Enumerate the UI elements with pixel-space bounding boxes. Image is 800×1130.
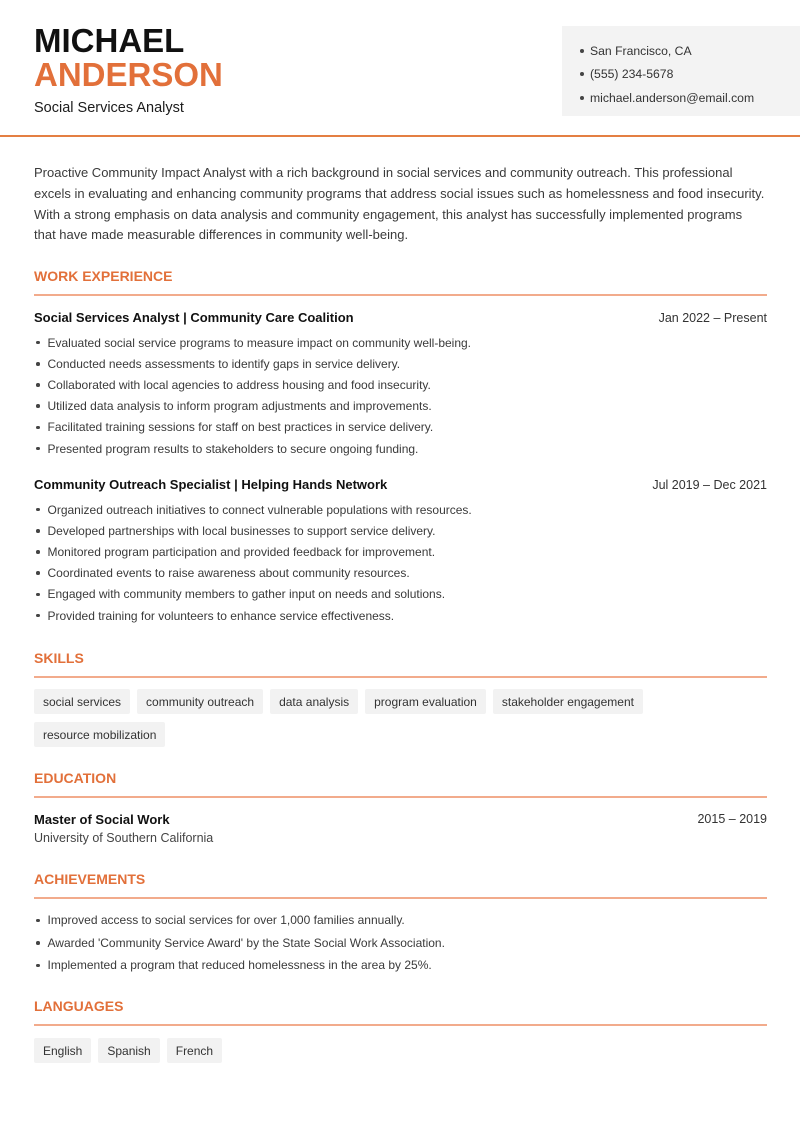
bullet-icon	[580, 96, 584, 100]
list-item	[34, 353, 774, 374]
contact-email[interactable]	[580, 86, 800, 110]
job-dates: Jul 2019 – Dec 2021	[652, 478, 767, 492]
job-entry-header	[34, 477, 767, 492]
bullet-text: Organized outreach initiatives to connect vulnerable populations with resources.	[47, 502, 472, 517]
summary-paragraph: Proactive Community Impact Analyst with a rich background in social services and community outreach. This professional excels in evaluating and enhancing community programs that address social issues such as homelessness and food insecurity. With a strong emphasis on data analysis and community engagement, this analyst has successfully implemented programs that have made measurable differences in community well-being.	[34, 165, 765, 243]
section-title-skills: SKILLS	[34, 650, 767, 678]
bullet-text: Collaborated with local agencies to address housing and food insecurity.	[47, 377, 431, 392]
contact-email-text[interactable]: michael.anderson@email.com	[590, 90, 755, 105]
bullet-icon	[36, 919, 40, 923]
list-item	[34, 605, 774, 626]
bullet-icon	[36, 508, 40, 512]
contact-phone-text: (555) 234-5678	[590, 67, 674, 82]
section-title-education: EDUCATION	[34, 770, 767, 798]
degree: Master of Social Work	[34, 812, 170, 827]
skill-tag: stakeholder engagement	[493, 689, 643, 714]
list-item	[34, 909, 774, 932]
bullet-icon	[36, 571, 40, 575]
bullet-icon	[580, 49, 584, 53]
list-item	[34, 541, 774, 562]
list-item	[34, 396, 774, 417]
contact-phone	[580, 63, 800, 87]
skill-tag: social services	[34, 689, 130, 714]
first-name: MICHAEL	[34, 22, 185, 59]
job-role: Community Outreach Specialist | Helping Hands Network	[34, 477, 388, 492]
job-entry-header	[34, 310, 767, 325]
list-item	[34, 584, 774, 605]
list-item	[34, 932, 774, 955]
bullet-icon	[36, 614, 40, 618]
bullet-icon	[36, 941, 40, 945]
job-dates: Jan 2022 – Present	[658, 311, 767, 325]
school-name: University of Southern California	[34, 831, 214, 845]
bullet-text: Improved access to social services for over 1,000 families annually.	[47, 913, 405, 928]
contact-panel	[562, 26, 800, 116]
resume-header	[0, 0, 800, 137]
language-tag: French	[167, 1038, 222, 1063]
job-role: Social Services Analyst | Community Care Coalition	[34, 310, 354, 325]
list-item	[34, 563, 774, 584]
skill-tag: program evaluation	[365, 689, 486, 714]
bullet-icon	[36, 404, 40, 408]
skill-tag: resource mobilization	[34, 722, 165, 747]
skill-tag: community outreach	[137, 689, 263, 714]
education-years: 2015 – 2019	[697, 812, 767, 826]
language-tag: English	[34, 1038, 91, 1063]
section-title-languages: LANGUAGES	[34, 998, 767, 1026]
list-item	[34, 954, 774, 977]
list-item	[34, 417, 774, 438]
list-item	[34, 438, 774, 459]
bullet-text: Engaged with community members to gather input on needs and solutions.	[47, 587, 446, 602]
bullet-icon	[36, 447, 40, 451]
candidate-name	[34, 24, 223, 92]
bullet-text: Coordinated events to raise awareness about community resources.	[47, 566, 410, 581]
job-bullets	[34, 332, 774, 459]
list-item	[34, 520, 774, 541]
bullet-text: Developed partnerships with local businesses to support service delivery.	[47, 523, 436, 538]
bullet-text: Facilitated training sessions for staff on best practices in service delivery.	[47, 420, 434, 435]
list-item	[34, 374, 774, 395]
job-title: Social Services Analyst	[34, 100, 184, 116]
bullet-text: Awarded 'Community Service Award' by the State Social Work Association.	[47, 935, 445, 950]
bullet-text: Utilized data analysis to inform program adjustments and improvements.	[47, 399, 432, 414]
bullet-text: Evaluated social service programs to measure impact on community well-being.	[47, 335, 472, 350]
language-tag: Spanish	[98, 1038, 159, 1063]
bullet-icon	[36, 529, 40, 533]
contact-location	[580, 39, 800, 63]
section-title-achievements: ACHIEVEMENTS	[34, 871, 767, 899]
bullet-icon	[36, 593, 40, 597]
skills-tags	[34, 689, 774, 747]
bullet-icon	[36, 964, 40, 968]
bullet-icon	[36, 362, 40, 366]
section-title-work-experience: WORK EXPERIENCE	[34, 268, 767, 296]
bullet-text: Monitored program participation and provided feedback for improvement.	[47, 544, 436, 559]
bullet-icon	[36, 426, 40, 430]
skill-tag: data analysis	[270, 689, 358, 714]
achievements-list	[34, 909, 774, 977]
bullet-text: Presented program results to stakeholders to secure ongoing funding.	[47, 441, 419, 456]
bullet-icon	[36, 550, 40, 554]
bullet-text: Conducted needs assessments to identify gaps in service delivery.	[47, 356, 401, 371]
list-item	[34, 332, 774, 353]
bullet-text: Implemented a program that reduced homelessness in the area by 25%.	[47, 958, 432, 973]
last-name: ANDERSON	[34, 56, 223, 93]
bullet-icon	[580, 72, 584, 76]
bullet-icon	[36, 341, 40, 345]
education-entry-header	[34, 812, 767, 827]
list-item	[34, 499, 774, 520]
bullet-icon	[36, 383, 40, 387]
job-bullets	[34, 499, 774, 626]
bullet-text: Provided training for volunteers to enhance service effectiveness.	[47, 608, 395, 623]
contact-location-text: San Francisco, CA	[590, 43, 692, 58]
languages-tags	[34, 1038, 774, 1063]
